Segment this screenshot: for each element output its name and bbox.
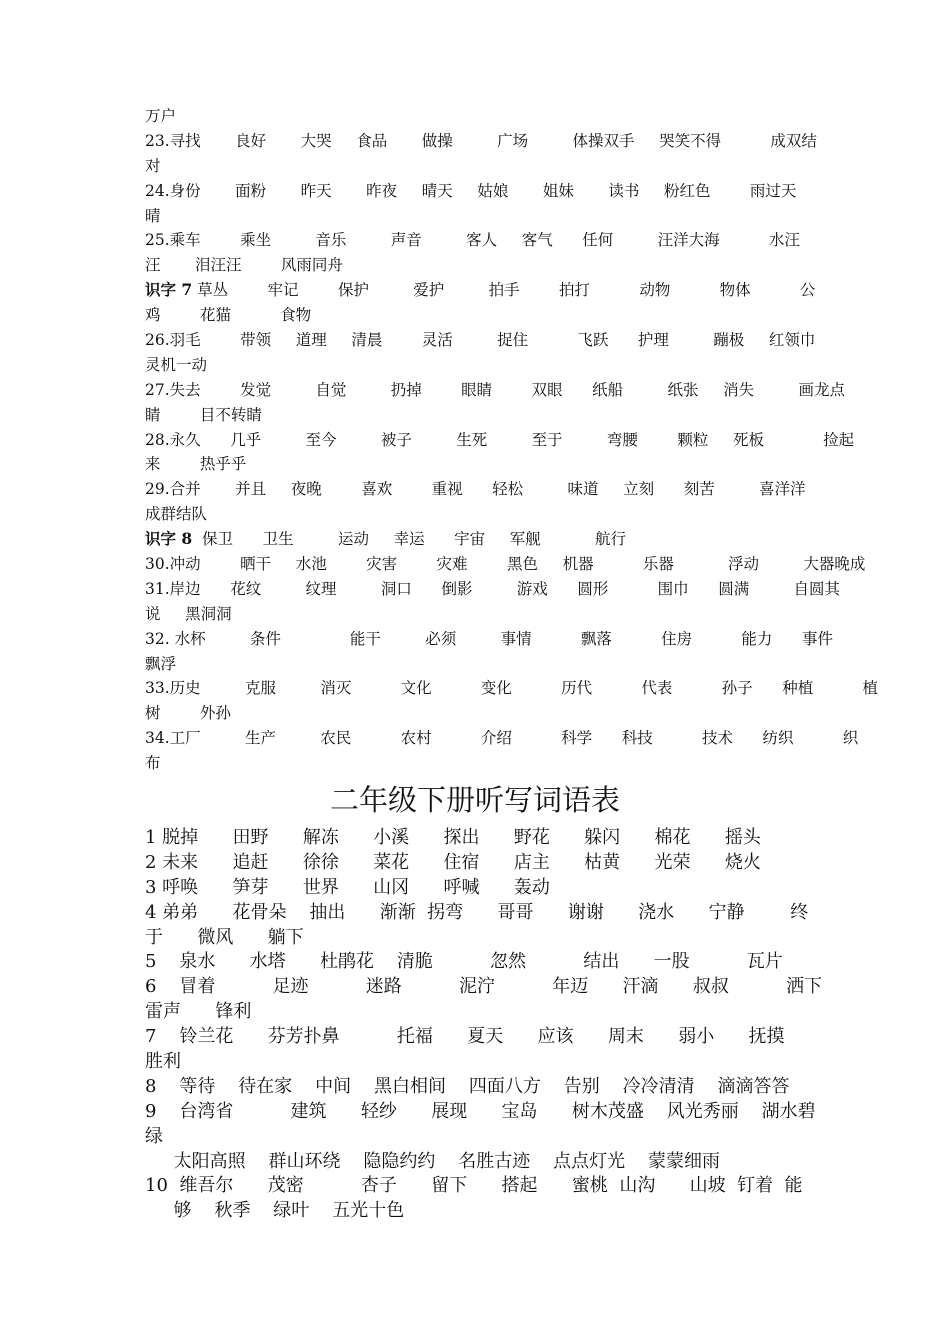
word-list-line: 成群结队 xyxy=(145,505,208,524)
section-title: 二年级下册听写词语表 xyxy=(329,783,620,817)
word-list-line: 飘浮 xyxy=(145,654,177,673)
dictation-line: 胜利 xyxy=(145,1051,181,1073)
word-list-line: 鸡 花猫 食物 xyxy=(145,306,312,325)
word-list-line: 23.寻找 良好 大哭 食品 做操 广场 体操双手 哭笑不得 成双结 xyxy=(145,131,817,150)
word-list-line: 灵机一动 xyxy=(145,355,208,374)
dictation-line: 雷声 锋利 xyxy=(145,1001,252,1023)
dictation-line: 够 秋季 绿叶 五光十色 xyxy=(145,1200,405,1222)
dictation-line: 2 未来 追赶 徐徐 菜花 住宿 店主 枯黄 光荣 烧火 xyxy=(145,851,761,873)
word-list-line: 晴 xyxy=(145,206,161,225)
word-list-line: 32. 水杯 条件 能干 必须 事情 飘落 住房 能力 事件 xyxy=(145,629,833,648)
dictation-line: 4 弟弟 花骨朵 抽出 渐渐 拐弯 哥哥 谢谢 浇水 宁静 终 xyxy=(145,901,809,923)
word-list-line: 睛 目不转睛 xyxy=(145,405,262,424)
dictation-line: 1 脱掉 田野 解冻 小溪 探出 野花 躲闪 棉花 摇头 xyxy=(145,827,761,848)
word-list-line: 万户 xyxy=(145,107,177,125)
word-list-line: 27.失去 发觉 自觉 扔掉 眼睛 双眼 纸船 纸张 消失 画龙点 xyxy=(145,380,845,399)
dictation-list-part-one xyxy=(145,104,879,776)
word-list-line: 布 xyxy=(145,754,161,773)
lesson-heading: 识字 8 xyxy=(145,529,193,549)
dictation-line: 8 等待 待在家 中间 黑白相间 四面八方 告别 冷冷清清 滴滴答答 xyxy=(145,1075,790,1097)
dictation-line: 5 泉水 水塔 杜鹃花 清脆 忽然 结出 一股 瓦片 xyxy=(145,951,783,973)
dictation-line: 于 微风 躺下 xyxy=(145,926,304,948)
word-list-line: 对 xyxy=(145,156,161,175)
dictation-line: 7 铃兰花 芬芳扑鼻 托福 夏天 应该 周末 弱小 抚摸 xyxy=(145,1026,785,1048)
word-list-line: 识字 7 草丛 牢记 保护 爱护 拍手 拍打 动物 物体 公 xyxy=(145,280,816,300)
dictation-line: 6 冒着 足迹 迷路 泥泞 年迈 汗滴 叔叔 洒下 xyxy=(145,976,823,998)
word-list-line: 24.身份 面粉 昨天 昨夜 晴天 姑娘 姐妹 读书 粉红色 雨过天 xyxy=(145,181,797,200)
word-list-line: 说 黑洞洞 xyxy=(145,604,232,623)
dictation-list-part-two xyxy=(145,826,823,1224)
dictation-line: 3 呼唤 笋芽 世界 山冈 呼喊 轰动 xyxy=(145,876,550,898)
dictation-line: 太阳高照 群山环绕 隐隐约约 名胜古迹 点点灯光 蒙蒙细雨 xyxy=(145,1150,721,1172)
word-list-line: 25.乘车 乘坐 音乐 声音 客人 客气 任何 汪洋大海 水汪 xyxy=(145,231,800,250)
dictation-line: 绿 xyxy=(145,1125,163,1147)
word-list-line: 33.历史 克服 消灭 文化 变化 历代 代表 孙子 种植 植 xyxy=(145,679,879,698)
lesson-heading: 识字 7 xyxy=(145,280,193,300)
word-list-line: 34.工厂 生产 农民 农村 介绍 科学 科技 技术 纺织 织 xyxy=(145,729,859,748)
dictation-line: 10 维吾尔 茂密 杏子 留下 搭起 蜜桃 山沟 山坡 钉着 能 xyxy=(145,1175,803,1197)
dictation-line: 9 台湾省 建筑 轻纱 展现 宝岛 树木茂盛 风光秀丽 湖水碧 xyxy=(145,1100,816,1122)
word-list-line: 29.合并 并且 夜晚 喜欢 重视 轻松 味道 立刻 刻苦 喜洋洋 xyxy=(145,480,806,499)
word-list-line: 树 外孙 xyxy=(145,704,231,723)
word-list-line: 28.永久 几乎 至今 被子 生死 至于 弯腰 颗粒 死板 捡起 xyxy=(145,430,855,449)
word-list-line: 30.冲动 晒干 水池 灾害 灾难 黑色 机器 乐器 浮动 大器晚成 xyxy=(145,555,866,574)
word-list-line: 26.羽毛 带领 道理 清晨 灵活 捉住 飞跃 护理 蹦极 红领巾 xyxy=(145,331,816,350)
word-list-line: 31.岸边 花纹 纹理 洞口 倒影 游戏 圆形 围巾 圆满 自圆其 xyxy=(145,579,841,598)
word-list-line: 识字 8 保卫 卫生 运动 幸运 宇宙 军舰 航行 xyxy=(145,529,626,549)
word-list-line: 来 热乎乎 xyxy=(145,455,247,474)
word-list-line: 汪 泪汪汪 风雨同舟 xyxy=(145,256,343,275)
